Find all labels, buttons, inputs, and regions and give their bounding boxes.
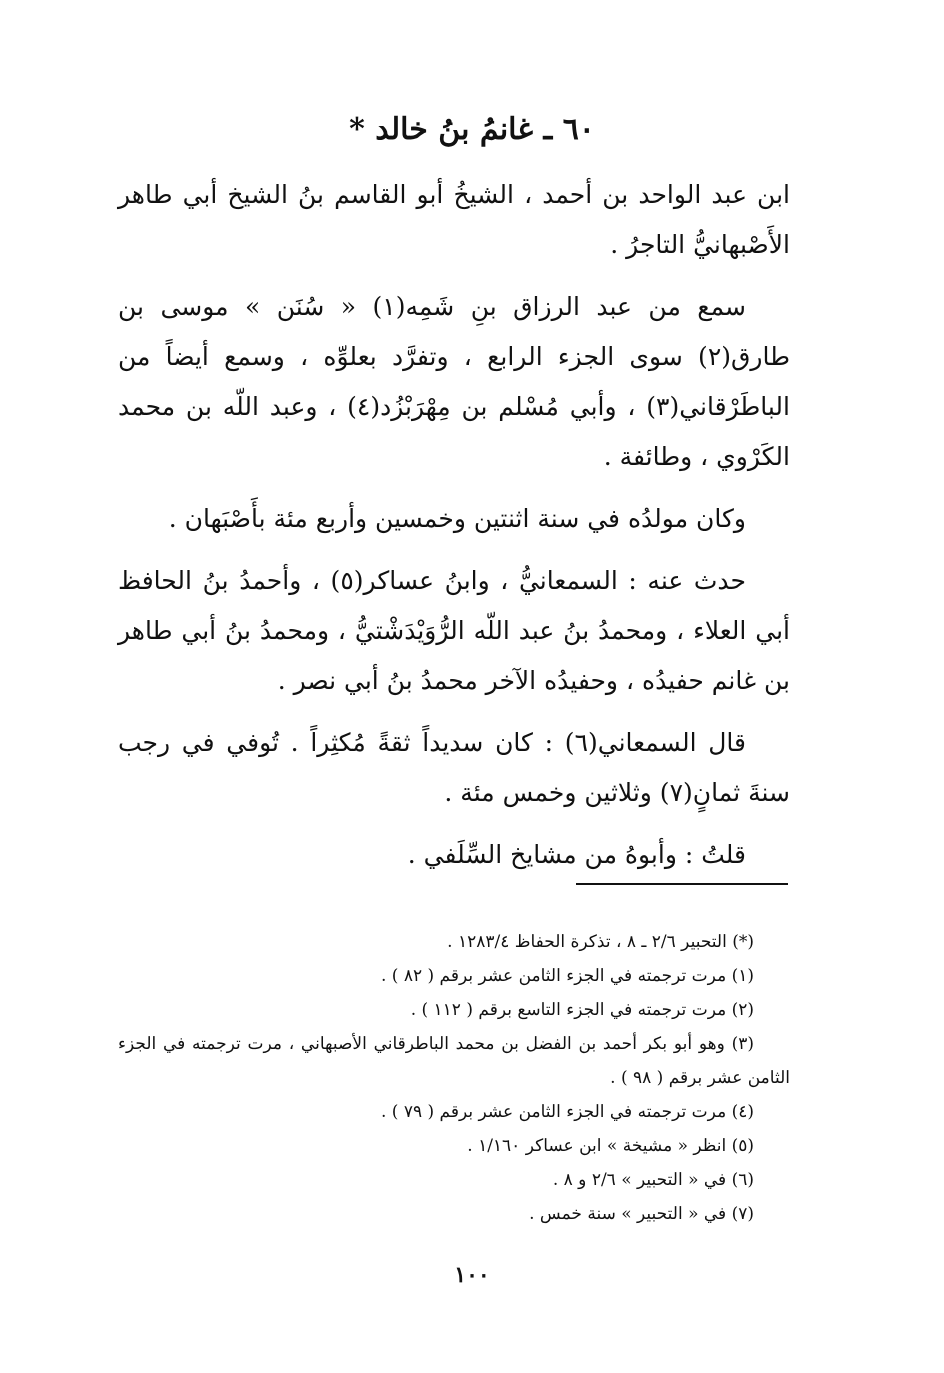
paragraph-death: قال السمعاني(٦) : كان سديداً ثقةً مُكثِراً . تُوفي في رجب سنةَ ثمانٍ(٧) وثلاثين وخمس مئة . xyxy=(118,728,790,807)
footnote-item: (٣) وهو أبو بكر أحمد بن الفضل بن محمد الباطرقاني الأصبهاني ، مرت ترجمته في الجزء الثامن عشر برقم ( ٩٨ ) . xyxy=(118,1034,790,1088)
paragraph-students: حدث عنه : السمعانيُّ ، وابنُ عساكر(٥) ، وأحمدُ بنُ الحافظ أبي العلاء ، ومحمدُ بنُ عبد اللّه الرُّوَيْدَشْتيُّ ، ومحمدُ بنُ أبي طاهر بن غانم حفيدُه ، وحفيدُه الآخر محمدُ بنُ أبي نصر . xyxy=(118,566,790,695)
entry-body xyxy=(118,170,790,892)
footnote-item: (*) التحبير ٢/٦ ـ ٨ ، تذكرة الحفاظ ١٢٨٣/٤ . xyxy=(447,932,754,952)
entry-title: ٦٠ ـ غانمُ بنُ خالد * xyxy=(349,112,595,147)
paragraph-teachers: سمع من عبد الرزاق بنِ شَمِه(١) « سُنَن » موسى بن طارق(٢) سوى الجزء الرابع ، وتفرَّد بعلوِّه ، وسمع أيضاً من الباطَرْقاني(٣) ، وأبي مُسْلم بن مِهْرَبْزُد(٤) ، وعبد اللّه بن محمد الكَرْوي ، وطائفة . xyxy=(118,292,790,471)
paragraph-birth: وكان مولدُه في سنة اثنتين وخمسين وأربع مئة بأَصْبَهان . xyxy=(168,504,746,533)
paragraph-note: قلتُ : وأبوهُ من مشايخ السِّلَفي . xyxy=(407,840,746,869)
paragraph-lineage: ابن عبد الواحد بن أحمد ، الشيخُ أبو القاسم بنُ الشيخ أبي طاهر الأَصْبهانيُّ التاجرُ . xyxy=(118,180,790,259)
footnote-divider xyxy=(576,883,788,885)
footnote-item: (٦) في « التحبير » ٢/٦ و ٨ . xyxy=(552,1170,754,1190)
footnote-item: (٢) مرت ترجمته في الجزء التاسع برقم ( ١١٢ ) . xyxy=(410,1000,754,1020)
footnote-item: (٤) مرت ترجمته في الجزء الثامن عشر برقم ( ٧٩ ) . xyxy=(380,1102,754,1122)
page-number: ١٠٠ xyxy=(454,1262,490,1288)
footnote-item: (٧) في « التحبير » سنة خمس . xyxy=(529,1204,754,1224)
footnote-item: (٥) انظر « مشيخة » ابن عساكر ١/١٦٠ . xyxy=(467,1136,754,1156)
footnotes xyxy=(118,925,790,1231)
footnote-item: (١) مرت ترجمته في الجزء الثامن عشر برقم ( ٨٢ ) . xyxy=(380,966,754,986)
